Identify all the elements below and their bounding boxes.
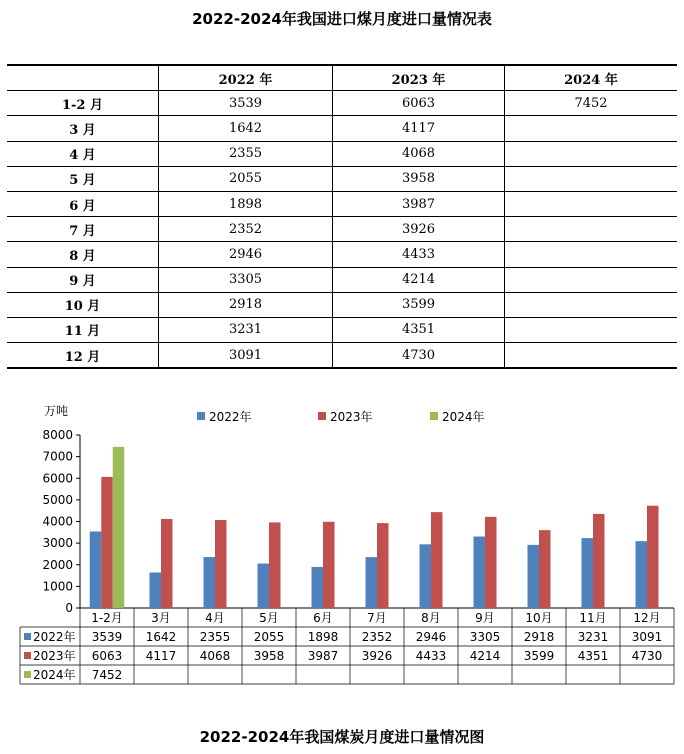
table-cell (505, 191, 678, 216)
row-label: 10 月 (7, 292, 159, 317)
x-tick-label: 6月 (313, 611, 333, 625)
table-row (7, 91, 677, 116)
row-label: 3 月 (7, 116, 159, 141)
table-value: 3987 (307, 649, 339, 663)
import-volume-chart (0, 395, 684, 695)
x-tick-label: 10月 (525, 611, 553, 625)
bar-2023年-12月 (647, 506, 659, 608)
row-label: 5 月 (7, 166, 159, 191)
table-cell: 6063 (333, 91, 505, 116)
table-value: 4730 (631, 649, 663, 663)
table-value: 3599 (523, 649, 555, 663)
x-tick-label: 5月 (259, 611, 279, 625)
table-series-label: 2022年 (33, 630, 76, 644)
legend-swatch (430, 412, 438, 420)
table-value: 1898 (307, 630, 339, 644)
table-cell (505, 242, 678, 267)
x-tick-label: 8月 (421, 611, 441, 625)
row-label: 9 月 (7, 267, 159, 292)
legend-swatch (318, 412, 326, 420)
x-tick-label: 12月 (633, 611, 661, 625)
table-value: 3305 (469, 630, 501, 644)
table-cell: 4117 (333, 116, 505, 141)
legend-label: 2022年 (209, 410, 252, 424)
row-label: 6 月 (7, 191, 159, 216)
table-cell: 2355 (159, 141, 333, 166)
bar-2023年-10月 (539, 530, 551, 608)
table-value: 3958 (253, 649, 285, 663)
bar-2022年-9月 (474, 537, 486, 608)
legend-label: 2024年 (442, 410, 485, 424)
table-value: 3926 (361, 649, 393, 663)
table-value: 2918 (523, 630, 555, 644)
table-value: 4068 (199, 649, 231, 663)
table-value: 2355 (199, 630, 231, 644)
table-cell: 3091 (159, 343, 333, 369)
table-legend-swatch (24, 633, 31, 640)
table-cell: 1898 (159, 191, 333, 216)
table-cell (505, 116, 678, 141)
table-cell (505, 267, 678, 292)
x-tick-label: 11月 (579, 611, 607, 625)
table-value: 2946 (415, 630, 447, 644)
table-cell: 3958 (333, 166, 505, 191)
table-row (7, 317, 677, 342)
y-tick-label: 2000 (42, 557, 73, 572)
y-axis-label: 万吨 (44, 404, 69, 418)
row-label: 8 月 (7, 242, 159, 267)
table-value: 3231 (577, 630, 609, 644)
table-cell: 4730 (333, 343, 505, 369)
bar-2022年-7月 (366, 557, 378, 608)
table-row (7, 217, 677, 242)
table-cell: 2352 (159, 217, 333, 242)
x-tick-label: 4月 (205, 611, 225, 625)
table-row (7, 141, 677, 166)
header-corner (7, 65, 159, 91)
bar-2023年-4月 (215, 520, 227, 608)
table-value: 4214 (469, 649, 501, 663)
row-label: 1-2 月 (7, 91, 159, 116)
bar-2023年-1-2月 (101, 477, 113, 608)
bar-2022年-6月 (312, 567, 324, 608)
table-cell: 4214 (333, 267, 505, 292)
table-value: 4433 (415, 649, 447, 663)
table-cell: 3305 (159, 267, 333, 292)
chart-title: 2022-2024年我国煤炭月度进口量情况图 (199, 728, 485, 746)
table-title: 2022-2024年我国进口煤月度进口量情况表 (192, 10, 492, 28)
bar-2022年-8月 (420, 544, 432, 608)
y-tick-label: 6000 (42, 471, 73, 486)
bar-2022年-5月 (258, 564, 270, 608)
row-label: 12 月 (7, 343, 159, 369)
row-label: 4 月 (7, 141, 159, 166)
y-tick-label: 3000 (42, 536, 73, 551)
table-series-label: 2023年 (33, 649, 76, 663)
table-cell: 3599 (333, 292, 505, 317)
bar-2022年-4月 (204, 557, 216, 608)
table-value: 1642 (145, 630, 177, 644)
table-cell: 4068 (333, 141, 505, 166)
table-cell (505, 166, 678, 191)
bar-2022年-3月 (150, 572, 162, 608)
table-value: 7452 (91, 668, 123, 682)
bar-2023年-8月 (431, 512, 443, 608)
y-tick-label: 5000 (42, 492, 73, 507)
table-cell: 7452 (574, 95, 608, 111)
y-tick-label: 7000 (42, 449, 73, 464)
legend-label: 2023年 (330, 410, 373, 424)
table-cell (505, 317, 678, 342)
table-value: 6063 (91, 649, 123, 663)
row-label: 7 月 (7, 217, 159, 242)
bar-2022年-12月 (636, 541, 648, 608)
table-value: 2055 (253, 630, 285, 644)
table-row (7, 116, 677, 141)
table-cell: 1642 (159, 116, 333, 141)
table-row (7, 267, 677, 292)
row-label: 11 月 (7, 317, 159, 342)
y-tick-label: 1000 (42, 579, 73, 594)
table-cell (505, 343, 678, 369)
y-tick-label: 0 (65, 601, 73, 615)
table-cell: 2918 (159, 292, 333, 317)
table-cell (505, 141, 678, 166)
bar-2024年-1-2月 (113, 447, 125, 608)
bar-2023年-11月 (593, 514, 605, 608)
legend-swatch (197, 412, 205, 420)
bar-2022年-11月 (582, 538, 594, 608)
table-value: 3091 (631, 630, 663, 644)
table-row (7, 191, 677, 216)
import-volume-table (7, 64, 677, 369)
bar-2022年-1-2月 (90, 531, 102, 608)
bar-2023年-9月 (485, 517, 497, 608)
table-legend-swatch (24, 671, 31, 678)
table-cell: 3926 (333, 217, 505, 242)
table-cell: 4433 (333, 242, 505, 267)
bar-2023年-7月 (377, 523, 389, 608)
table-series-label: 2024年 (33, 668, 76, 682)
header-2022: 2022 年 (159, 65, 333, 91)
x-tick-label: 9月 (475, 611, 495, 625)
table-row (7, 166, 677, 191)
table-row (7, 343, 677, 369)
x-tick-label: 1-2月 (91, 611, 123, 625)
table-row (7, 242, 677, 267)
table-cell: 2055 (159, 166, 333, 191)
bar-2023年-3月 (161, 519, 173, 608)
table-cell: 4351 (333, 317, 505, 342)
header-2024: 2024 年 (564, 72, 618, 88)
bar-2023年-6月 (323, 522, 335, 608)
x-tick-label: 7月 (367, 611, 387, 625)
table-cell: 3987 (333, 191, 505, 216)
bar-2023年-5月 (269, 522, 281, 608)
table-legend-swatch (24, 652, 31, 659)
table-cell: 2946 (159, 242, 333, 267)
table-cell (505, 217, 678, 242)
x-tick-label: 3月 (151, 611, 171, 625)
bar-2022年-10月 (528, 545, 540, 608)
table-cell: 3539 (159, 91, 333, 116)
table-header-row (7, 65, 677, 91)
table-value: 3539 (91, 630, 123, 644)
y-tick-label: 4000 (42, 514, 73, 529)
table-cell: 3231 (159, 317, 333, 342)
header-2023: 2023 年 (333, 65, 505, 91)
table-cell (505, 292, 678, 317)
table-row (7, 292, 677, 317)
table-value: 4351 (577, 649, 609, 663)
table-value: 2352 (361, 630, 393, 644)
y-tick-label: 8000 (42, 428, 73, 442)
table-value: 4117 (145, 649, 177, 663)
